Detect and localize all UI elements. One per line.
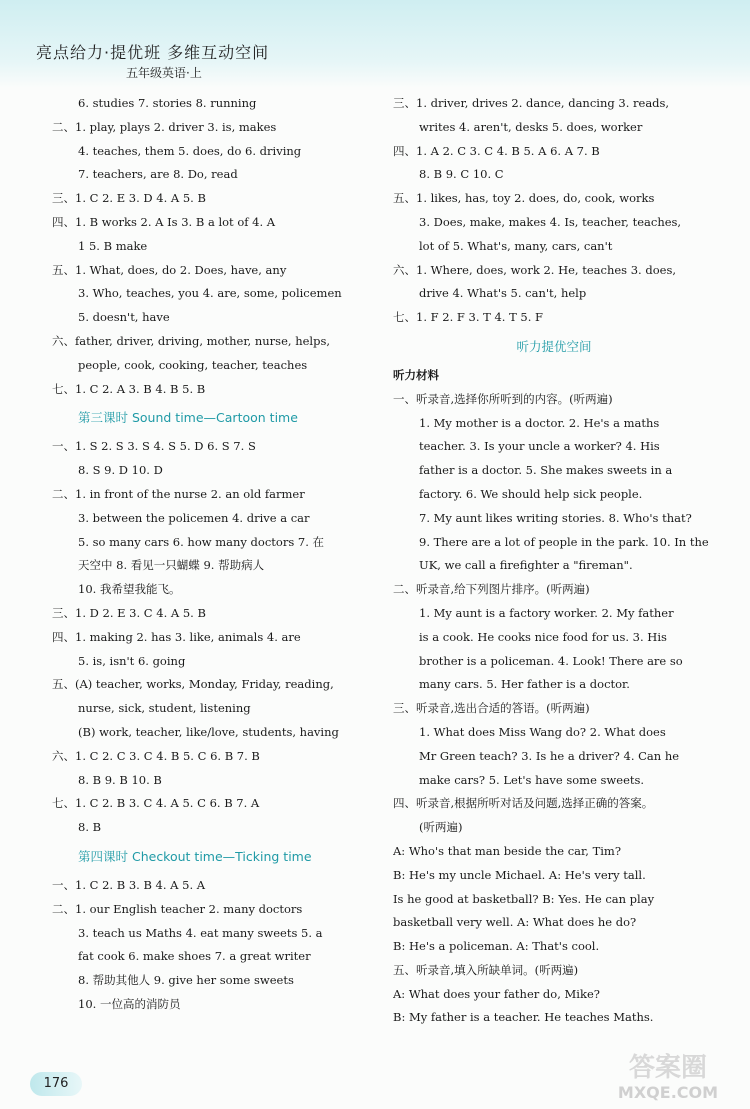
text-line: 六、1. C 2. C 3. C 4. B 5. C 6. B 7. B — [52, 748, 260, 763]
text-line: 5. is, isn't 6. going — [78, 653, 186, 668]
text-line: 3. Does, make, makes 4. Is, teacher, teaches, — [419, 214, 682, 229]
text-line: (B) work, teacher, like/love, students, having — [78, 724, 339, 739]
watermark-url: MXQE.COM — [617, 1083, 719, 1102]
watermark-text: 答案圈 — [628, 1053, 708, 1083]
text-line: lot of 5. What's, many, cars, can't — [419, 238, 613, 253]
text-line: 一、1. C 2. B 3. B 4. A 5. A — [52, 877, 206, 892]
text-line: B: He's a policeman. A: That's cool. — [393, 939, 600, 954]
text-line: 五、1. What, does, do 2. Does, have, any — [52, 262, 287, 277]
text-line: 四、1. B works 2. A Is 3. B a lot of 4. A — [52, 214, 276, 229]
text-line: 六、father, driver, driving, mother, nurse, helps, — [52, 333, 331, 348]
text-line: 8. B — [78, 820, 102, 835]
text-line: 一、听录音,选择你所听到的内容。(听两遍) — [393, 391, 613, 406]
text-line: Is he good at basketball? B: Yes. He can play — [393, 891, 655, 906]
text-line: 二、1. play, plays 2. driver 3. is, makes — [52, 119, 277, 134]
book-subject: 五年级英语·上 — [126, 66, 202, 80]
text-line: 四、听录音,根据所听对话及问题,选择正确的答案。 — [393, 796, 654, 811]
text-line: (听两遍) — [419, 820, 463, 835]
text-line: 七、1. F 2. F 3. T 4. T 5. F — [393, 310, 544, 325]
text-line: is a cook. He cooks nice food for us. 3. His — [419, 629, 667, 644]
text-line: A: What does your father do, Mike? — [393, 986, 600, 1001]
text-line: people, cook, cooking, teacher, teaches — [78, 357, 308, 372]
text-line: 五、听录音,填入所缺单词。(听两遍) — [393, 962, 579, 977]
text-line: 三、1. C 2. E 3. D 4. A 5. B — [52, 191, 206, 206]
text-line: 二、1. in front of the nurse 2. an old farmer — [52, 486, 305, 501]
section-title-lesson3: 第三课时 Sound time—Cartoon time — [78, 410, 298, 426]
text-line: 天空中 8. 看见一只蝴蝶 9. 帮助病人 — [78, 558, 265, 573]
answers-top-right — [393, 92, 715, 330]
text-line: 七、1. C 2. A 3. B 4. B 5. B — [52, 381, 206, 396]
book-series-title: 亮点给力·提优班 多维互动空间 — [36, 43, 270, 62]
text-line: basketball very well. A: What does he do? — [393, 915, 637, 930]
text-line: B: My father is a teacher. He teaches Maths. — [393, 1010, 654, 1025]
text-line: fat cook 6. make shoes 7. a great writer — [78, 949, 311, 964]
text-line: 7. My aunt likes writing stories. 8. Who's that? — [419, 510, 692, 525]
text-line: 三、听录音,选出合适的答语。(听两遍) — [393, 701, 590, 716]
text-line: father is a doctor. 5. She makes sweets in a — [419, 463, 673, 478]
listening-material — [393, 388, 715, 1031]
answers-top-left — [52, 92, 370, 401]
text-line: make cars? 5. Let's have some sweets. — [419, 772, 645, 787]
text-line: 四、1. making 2. has 3. like, animals 4. are — [52, 629, 301, 644]
text-line: 5. doesn't, have — [78, 310, 170, 325]
text-line: 6. studies 7. stories 8. running — [78, 96, 257, 110]
text-line: 10. 我希望我能飞。 — [78, 582, 181, 597]
text-line: teacher. 3. Is your uncle a worker? 4. His — [419, 439, 660, 454]
section-title-listening: 听力提优空间 — [516, 338, 592, 354]
text-line: 3. teach us Maths 4. eat many sweets 5. a — [78, 925, 323, 940]
text-line: 3. between the policemen 4. drive a car — [78, 510, 310, 525]
text-line: 8. B 9. C 10. C — [419, 167, 504, 182]
answers-lesson3 — [52, 435, 370, 840]
text-line: 9. There are a lot of people in the park. 10. In the — [419, 534, 709, 549]
text-line: 4. teaches, them 5. does, do 6. driving — [78, 143, 302, 158]
right-column — [393, 92, 715, 1030]
text-line: writes 4. aren't, desks 5. does, worker — [419, 119, 643, 134]
text-line: 1. My aunt is a factory worker. 2. My father — [419, 605, 674, 620]
text-line: UK, we call a firefighter a "fireman". — [419, 558, 633, 573]
text-line: 10. 一位高的消防员 — [78, 996, 181, 1011]
text-line: 五、1. likes, has, toy 2. does, do, cook, works — [393, 191, 655, 206]
text-line: 7. teachers, are 8. Do, read — [78, 167, 238, 182]
text-line: 5. so many cars 6. how many doctors 7. 在 — [78, 534, 325, 549]
text-line: 1. What does Miss Wang do? 2. What does — [419, 724, 666, 739]
text-line: Mr Green teach? 3. Is he a driver? 4. Can he — [419, 748, 680, 763]
text-line: A: Who's that man beside the car, Tim? — [393, 843, 622, 858]
text-line: nurse, sick, student, listening — [78, 701, 251, 716]
text-line: 三、1. driver, drives 2. dance, dancing 3. reads, — [393, 96, 670, 110]
text-line: 一、1. S 2. S 3. S 4. S 5. D 6. S 7. S — [52, 439, 256, 454]
text-line: 8. B 9. B 10. B — [78, 772, 162, 787]
text-line: 六、1. Where, does, work 2. He, teaches 3. does, — [393, 262, 677, 277]
text-line: drive 4. What's 5. can't, help — [419, 286, 587, 301]
text-line: 三、1. D 2. E 3. C 4. A 5. B — [52, 605, 206, 620]
watermark-logo — [598, 1046, 738, 1102]
text-line: brother is a policeman. 4. Look! There are so — [419, 653, 683, 668]
text-line: 3. Who, teaches, you 4. are, some, policemen — [78, 286, 342, 301]
text-line: factory. 6. We should help sick people. — [419, 486, 643, 501]
section-title-lesson4: 第四课时 Checkout time—Ticking time — [78, 848, 312, 864]
text-line: 五、(A) teacher, works, Monday, Friday, reading, — [52, 677, 334, 692]
text-line: 8. S 9. D 10. D — [78, 463, 163, 478]
text-line: 二、听录音,给下列图片排序。(听两遍) — [393, 582, 590, 597]
page-header — [0, 0, 750, 88]
text-line: 1 5. B make — [78, 238, 148, 253]
text-line: B: He's my uncle Michael. A: He's very tall. — [393, 867, 646, 882]
text-line: 8. 帮助其他人 9. give her some sweets — [78, 973, 294, 988]
text-line: 四、1. A 2. C 3. C 4. B 5. A 6. A 7. B — [393, 143, 600, 158]
text-line: 二、1. our English teacher 2. many doctors — [52, 901, 303, 916]
listening-material-label: 听力材料 — [393, 367, 439, 382]
page-number: 176 — [30, 1072, 82, 1096]
answers-lesson4 — [52, 874, 370, 1017]
left-column — [52, 92, 370, 1017]
text-line: 1. My mother is a doctor. 2. He's a maths — [419, 415, 660, 430]
text-line: 七、1. C 2. B 3. C 4. A 5. C 6. B 7. A — [52, 796, 260, 811]
text-line: many cars. 5. Her father is a doctor. — [419, 677, 630, 692]
